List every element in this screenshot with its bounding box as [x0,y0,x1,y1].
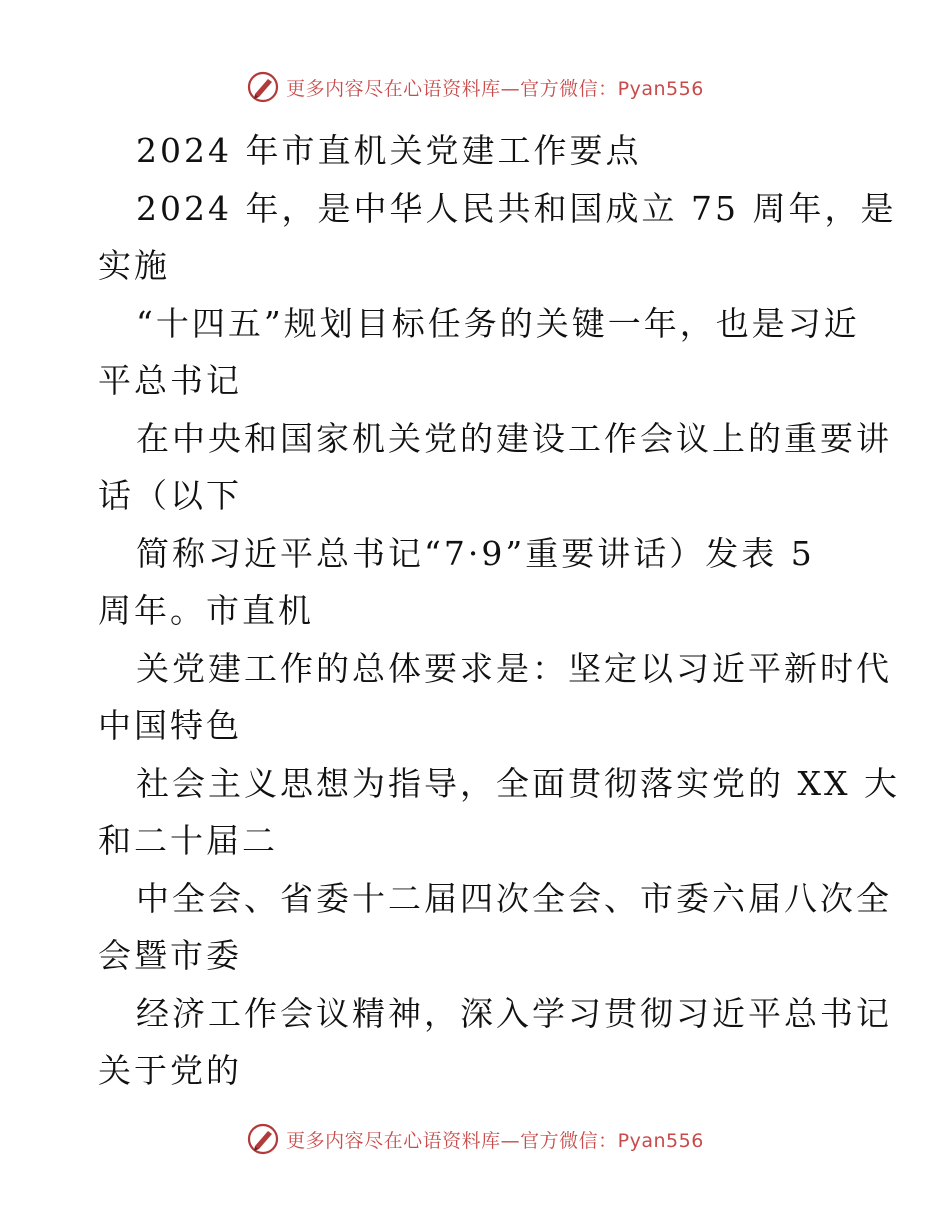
text-line: 社会主义思想为指导，全面贯彻落实党的 XX 大 [136,763,900,803]
text-line: 中全会、省委十二届四次全会、市委六届八次全 [136,878,892,918]
pen-logo-icon [246,1122,280,1156]
text-line: 平总书记 [98,361,242,400]
text-line: 2024 年，是中华人民共和国成立 75 周年，是 [136,188,897,228]
text-line: 会暨市委 [98,936,242,975]
text-line: 关党建工作的总体要求是：坚定以习近平新时代 [136,648,892,688]
text-line: “十四五”规划目标任务的关键一年，也是习近 [136,303,860,343]
pen-logo-icon [246,70,280,104]
text-line: 周年。市直机 [98,591,314,630]
watermark-footer [0,1122,950,1156]
watermark-header [0,70,950,104]
text-line: 话（以下 [98,476,242,515]
watermark-text: 更多内容尽在心语资料库—官方微信：Pyan556 [286,1129,704,1152]
document-title: 2024 年市直机关党建工作要点 [136,131,642,170]
text-line: 实施 [98,246,170,285]
document-body [98,122,900,1100]
text-line: 经济工作会议精神，深入学习贯彻习近平总书记 [136,993,892,1033]
text-line: 和二十届二 [98,821,278,860]
text-line: 中国特色 [98,706,242,745]
watermark-text: 更多内容尽在心语资料库—官方微信：Pyan556 [286,77,704,100]
text-line: 简称习近平总书记“7·9”重要讲话）发表 5 [136,533,815,573]
text-line: 关于党的 [98,1051,242,1090]
text-line: 在中央和国家机关党的建设工作会议上的重要讲 [136,418,892,458]
